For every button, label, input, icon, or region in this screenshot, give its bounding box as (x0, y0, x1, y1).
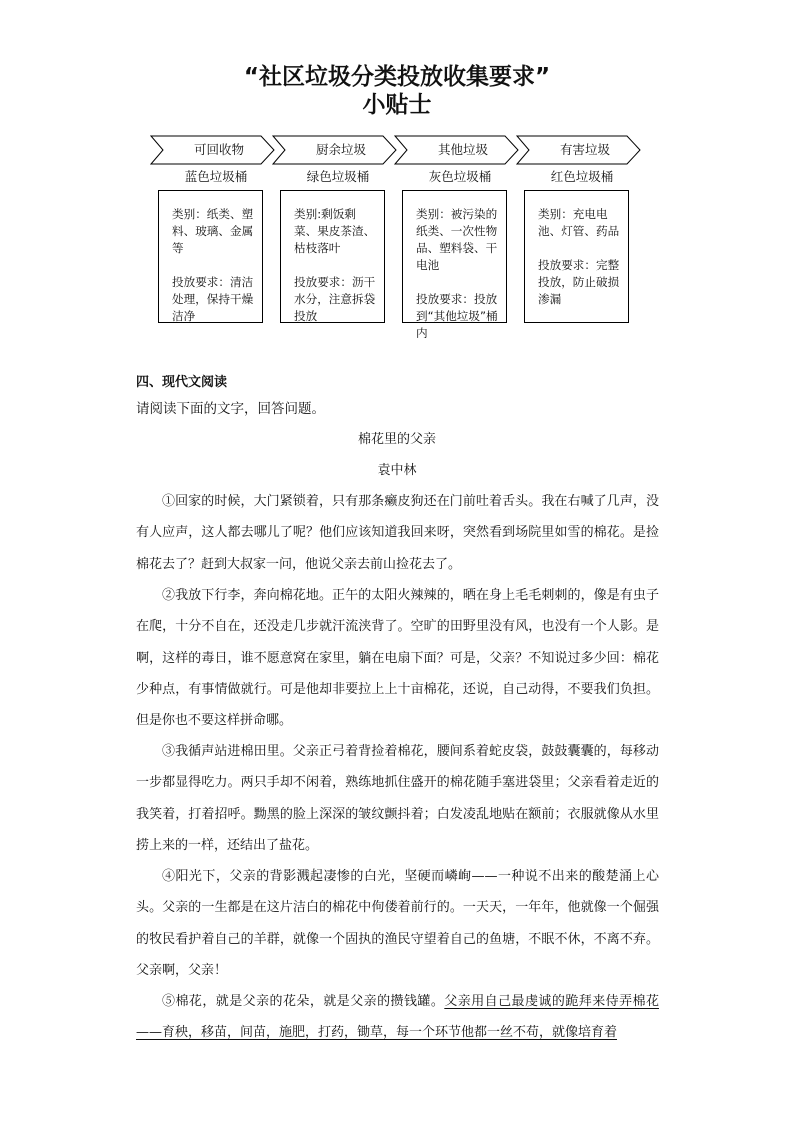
info-box-hazardous (524, 190, 629, 323)
category-label-kitchen: 厨余垃圾 (315, 142, 366, 157)
reading-instruction: 请阅读下面的文字，回答问题。 (136, 401, 325, 417)
story-title: 棉花里的父亲 (357, 432, 436, 447)
category-label-recyclable: 可回收物 (193, 142, 244, 157)
paragraph-4: ④阳光下，父亲的背影溅起凄惨的白光，坚硬而嶙峋——一种说不出来的酸楚涌上心头。父亲的一生都是在这片洁白的棉花中佝偻着前行的。一天天，一年年，他就像一个倔强的牧民看护着自己的羊群，就像一个固执的渔民守望着自己的鱼塘，不眠不休，不离不弃。父亲啊，父亲！ (136, 869, 659, 978)
info-box-other (402, 190, 507, 340)
paragraph-5-underlined: 父亲用自己最虔诚的跪拜来侍弄棉花——育秧，移苗，间苗，施肥，打药，锄草，每一个环节他都一丝不苟，就像培育着 (136, 994, 659, 1041)
bin-label-gray: 灰色垃圾桶 (428, 169, 492, 184)
requirement-text: 投放要求：沥干水分，注意拆袋投放 (294, 275, 376, 323)
info-box-kitchen (280, 190, 385, 323)
types-text: 类别：充电电池、灯管、药品 (538, 207, 620, 238)
paragraph-3: ③我循声站进棉田里。父亲正弓着背捡着棉花，腰间系着蛇皮袋，鼓鼓囊囊的，每移动一步都显得吃力。两只手却不闲着，熟练地抓住盛开的棉花随手塞进袋里；父亲看着走近的我笑着，打着招呼。黝黑的脸上深深的皱纹颤抖着；白发凌乱地贴在额前；衣服就像从水里捞上来的一样，还结出了盐花。 (136, 744, 659, 853)
bin-label-red: 红色垃圾桶 (550, 169, 614, 184)
poster-title: “社区垃圾分类投放收集要求” (243, 64, 551, 90)
paragraph-1: ①回家的时候，大门紧锁着，只有那条癞皮狗还在门前吐着舌头。我在右喊了几声，没有人应声，这人都去哪儿了呢？他们应该知道我回来呀，突然看到场院里如雪的棉花。是捡棉花去了？赶到大叔家一问，他说父亲去前山捡花去了。 (136, 494, 659, 572)
bin-label-green: 绿色垃圾桶 (306, 169, 370, 184)
types-text: 类别：纸类、塑料、玻璃、金属等 (172, 207, 254, 255)
poster-subtitle: 小贴士 (362, 92, 432, 118)
requirement-text: 投放要求：投放到“其他垃圾”桶内 (416, 292, 498, 340)
info-box-recyclable (158, 190, 263, 323)
bin-label-blue: 蓝色垃圾桶 (184, 169, 248, 184)
types-text: 类别:剩饭剩菜、果皮茶渣、枯枝落叶 (294, 207, 376, 255)
category-label-other: 其他垃圾 (437, 142, 488, 157)
paragraph-2: ②我放下行李，奔向棉花地。正午的太阳火辣辣的，晒在身上毛毛刺刺的，像是有虫子在爬，十分不自在，还没走几步就汗流浃背了。空旷的田野里没有风，也没有一个人影。是啊，这样的毒日，谁不愿意窝在家里，躺在电扇下面？可是，父亲？不知说过多少回：棉花少种点，有事情做就行。可是他却非要拉上上十亩棉花，还说，自己动得，不要我们负担。但是你也不要这样拼命哪。 (136, 588, 659, 729)
paragraph-5-lead: ⑤棉花，就是父亲的花朵，就是父亲的攒钱罐。 (162, 994, 445, 1009)
paragraph-5 (136, 986, 659, 1049)
requirement-text: 投放要求：完整投放，防止破损渗漏 (538, 258, 620, 306)
category-label-hazardous: 有害垃圾 (559, 142, 610, 157)
section-heading: 四、现代文阅读 (136, 375, 228, 390)
types-text: 类别：被污染的纸类、一次性物品、塑料袋、干电池 (416, 207, 498, 272)
requirement-text: 投放要求：清洁处理，保持干燥洁净 (172, 275, 254, 323)
story-author: 袁中林 (377, 463, 417, 478)
